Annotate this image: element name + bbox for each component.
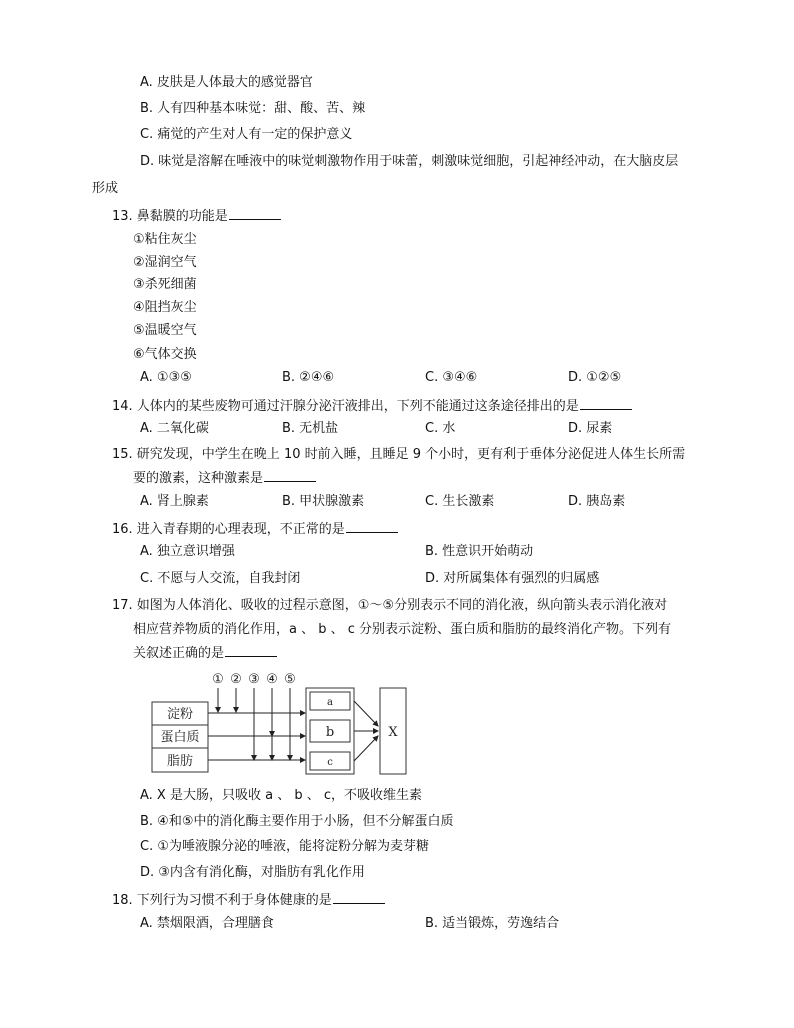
nutrient-fat: 脂肪	[166, 754, 194, 769]
q13-option-a: A. ①③⑤	[140, 370, 192, 385]
fluid-number-1: ①	[212, 672, 224, 687]
q13-option-c: C. ③④⑥	[425, 370, 478, 385]
answer-blank	[225, 644, 277, 657]
q12-option-d-line2: 形成	[92, 181, 119, 196]
product-a: a	[327, 697, 333, 708]
q16-option-d: D. 对所属集体有强烈的归属感	[425, 571, 600, 586]
q14-option-d: D. 尿素	[568, 421, 613, 436]
q15-option-d: D. 胰岛素	[568, 494, 626, 509]
q16-option-b: B. 性意识开始萌动	[425, 544, 534, 559]
q13-option-b: B. ②④⑥	[282, 370, 335, 385]
q17-option-d: D. ③内含有消化酶，对脂肪有乳化作用	[140, 865, 365, 880]
digestion-diagram-svg	[150, 668, 410, 776]
q15-option-b: B. 甲状腺激素	[282, 494, 365, 509]
q18-option-b: B. 适当锻炼，劳逸结合	[425, 916, 560, 931]
q13-item-1: ①粘住灰尘	[133, 232, 197, 247]
q13-option-d: D. ①②⑤	[568, 370, 622, 385]
q12-option-b: B. 人有四种基本味觉：甜、酸、苦、辣	[140, 101, 366, 116]
answer-blank	[580, 397, 632, 410]
q15-option-c: C. 生长激素	[425, 494, 495, 509]
q12-option-c: C. 痛觉的产生对人有一定的保护意义	[140, 127, 353, 142]
answer-blank	[333, 891, 385, 904]
fluid-number-4: ④	[266, 672, 278, 687]
c-to-x-arrow	[354, 736, 378, 761]
q14-option-c: C. 水	[425, 421, 456, 436]
q17-option-b: B. ④和⑤中的消化酶主要作用于小肠，但不分解蛋白质	[140, 814, 454, 829]
q18-option-a: A. 禁烟限酒，合理膳食	[140, 916, 274, 931]
answer-blank	[264, 469, 316, 482]
q17-option-c: C. ①为唾液腺分泌的唾液，能将淀粉分解为麦芽糖	[140, 839, 429, 854]
fluid-number-5: ⑤	[284, 672, 296, 687]
q13-item-5: ⑤温暖空气	[133, 323, 197, 338]
q18-stem: 18. 下列行为习惯不利于身体健康的是	[112, 891, 385, 910]
q13-item-6: ⑥气体交换	[133, 347, 197, 362]
q12-option-a: A. 皮肤是人体最大的感觉器官	[140, 75, 313, 90]
product-c: c	[327, 757, 333, 768]
q13-stem: 13. 鼻黏膜的功能是	[112, 207, 281, 226]
q13-item-2: ②湿润空气	[133, 255, 197, 270]
organ-x-label: X	[388, 725, 398, 740]
product-b: b	[325, 725, 335, 740]
q17-stem-line1: 17. 如图为人体消化、吸收的过程示意图，①～⑤分别表示不同的消化液，纵向箭头表示消化液对	[112, 598, 668, 613]
q15-option-a: A. 肾上腺素	[140, 494, 209, 509]
q16-option-c: C. 不愿与人交流，自我封闭	[140, 571, 301, 586]
q15-stem-line1: 15. 研究发现，中学生在晚上 10 时前入睡，且睡足 9 个小时，更有利于垂体分泌促进人体生长所需	[112, 447, 686, 462]
fluid-number-3: ③	[248, 672, 260, 687]
q12-option-d-line1: D. 味觉是溶解在唾液中的味觉刺激物作用于味蕾，刺激味觉细胞，引起神经冲动，在大脑皮层	[140, 154, 679, 169]
q13-item-4: ④阻挡灰尘	[133, 300, 197, 315]
nutrient-protein: 蛋白质	[160, 730, 200, 745]
q14-stem: 14. 人体内的某些废物可通过汗腺分泌汗液排出，下列不能通过这条途径排出的是	[112, 397, 632, 416]
q14-option-a: A. 二氧化碳	[140, 421, 209, 436]
q17-option-a: A. X 是大肠，只吸收 a 、 b 、 c，不吸收维生素	[140, 788, 422, 803]
a-to-x-arrow	[354, 701, 378, 726]
digestion-diagram	[150, 668, 410, 776]
q15-stem-line2: 要的激素，这种激素是	[133, 469, 316, 488]
q14-option-b: B. 无机盐	[282, 421, 339, 436]
fluid-number-2: ②	[230, 672, 242, 687]
q13-item-3: ③杀死细菌	[133, 277, 197, 292]
nutrient-starch: 淀粉	[166, 707, 194, 722]
q16-option-a: A. 独立意识增强	[140, 544, 235, 559]
answer-blank	[346, 520, 398, 533]
q17-stem-line3: 关叙述正确的是	[133, 644, 277, 663]
answer-blank	[229, 207, 281, 220]
q16-stem: 16. 进入青春期的心理表现，不正常的是	[112, 520, 398, 539]
q17-stem-line2: 相应营养物质的消化作用，a 、 b 、 c 分别表示淀粉、蛋白质和脂肪的最终消化产物。下列有	[133, 622, 672, 637]
